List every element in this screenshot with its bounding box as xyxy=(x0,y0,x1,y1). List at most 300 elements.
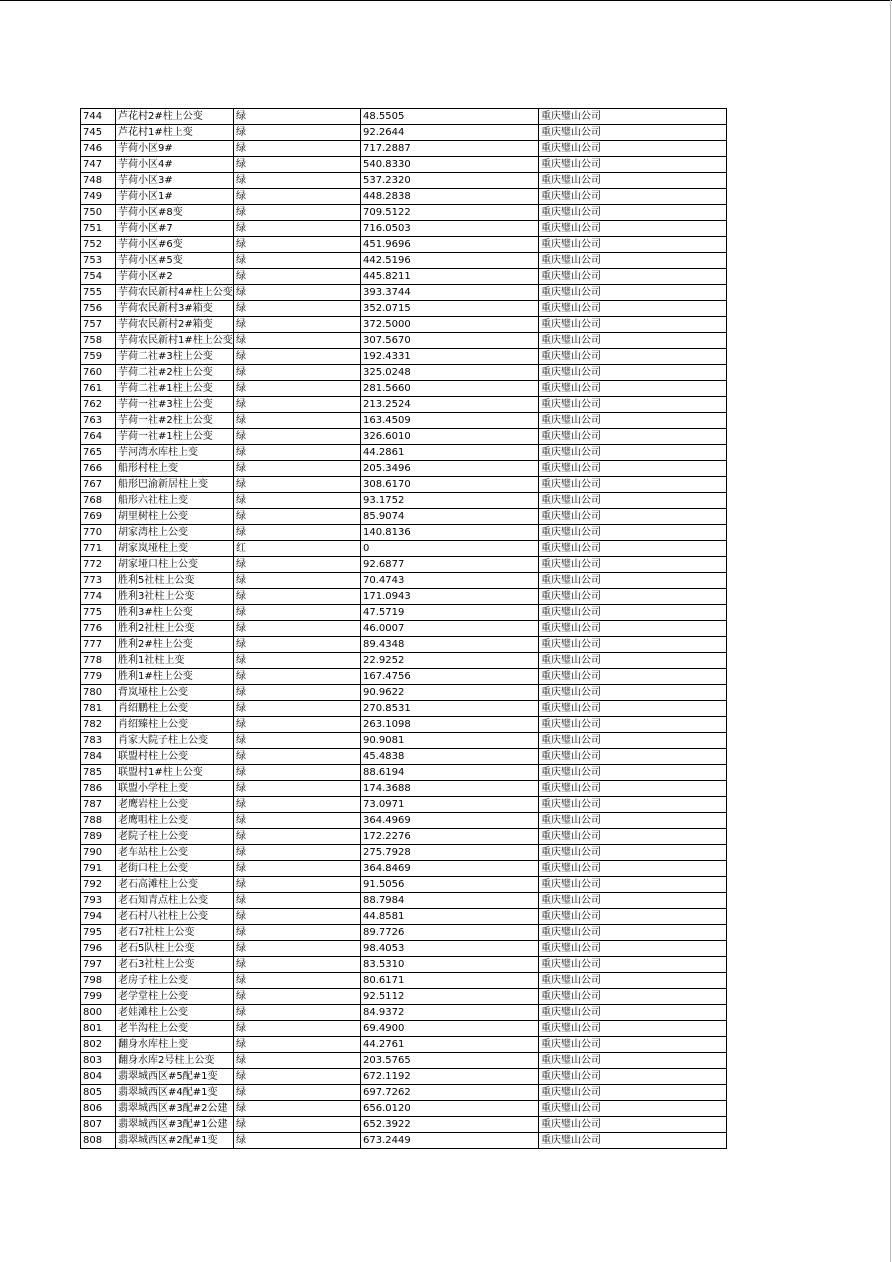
transformer-name-cell: 芋荷一社#1柱上公变 xyxy=(116,429,234,445)
transformer-name-cell: 船形村柱上变 xyxy=(116,461,234,477)
status-cell: 绿 xyxy=(234,829,361,845)
row-number-cell: 779 xyxy=(81,669,116,685)
transformer-name-cell: 胜利2#柱上公变 xyxy=(116,637,234,653)
company-cell: 重庆璧山公司 xyxy=(539,333,727,349)
company-cell: 重庆璧山公司 xyxy=(539,861,727,877)
company-cell: 重庆璧山公司 xyxy=(539,381,727,397)
transformer-name-cell: 老学堂柱上公变 xyxy=(116,989,234,1005)
table-row xyxy=(81,141,727,157)
status-cell: 绿 xyxy=(234,205,361,221)
row-number-cell: 797 xyxy=(81,957,116,973)
transformer-name-cell: 芋荷农民新村4#柱上公变 xyxy=(116,285,234,301)
transformer-name-cell: 芋荷一社#2柱上公变 xyxy=(116,413,234,429)
row-number-cell: 808 xyxy=(81,1133,116,1149)
company-cell: 重庆璧山公司 xyxy=(539,221,727,237)
company-cell: 重庆璧山公司 xyxy=(539,1069,727,1085)
value-cell: 46.0007 xyxy=(361,621,539,637)
value-cell: 192.4331 xyxy=(361,349,539,365)
status-cell: 绿 xyxy=(234,909,361,925)
table-row xyxy=(81,717,727,733)
row-number-cell: 786 xyxy=(81,781,116,797)
company-cell: 重庆璧山公司 xyxy=(539,989,727,1005)
value-cell: 364.8469 xyxy=(361,861,539,877)
company-cell: 重庆璧山公司 xyxy=(539,733,727,749)
row-number-cell: 783 xyxy=(81,733,116,749)
transformer-name-cell: 芋荷二社#1柱上公变 xyxy=(116,381,234,397)
value-cell: 263.1098 xyxy=(361,717,539,733)
table-row xyxy=(81,205,727,221)
status-cell: 绿 xyxy=(234,701,361,717)
table-row xyxy=(81,605,727,621)
company-cell: 重庆璧山公司 xyxy=(539,845,727,861)
status-cell: 绿 xyxy=(234,557,361,573)
value-cell: 442.5196 xyxy=(361,253,539,269)
transformer-name-cell: 老鹰岩柱上公变 xyxy=(116,797,234,813)
company-cell: 重庆璧山公司 xyxy=(539,413,727,429)
row-number-cell: 748 xyxy=(81,173,116,189)
row-number-cell: 747 xyxy=(81,157,116,173)
transformer-name-cell: 老石7社柱上公变 xyxy=(116,925,234,941)
table-row xyxy=(81,349,727,365)
table-row xyxy=(81,941,727,957)
value-cell: 80.6171 xyxy=(361,973,539,989)
status-cell: 绿 xyxy=(234,813,361,829)
transformer-name-cell: 老石高滩柱上公变 xyxy=(116,877,234,893)
row-number-cell: 764 xyxy=(81,429,116,445)
value-cell: 672.1192 xyxy=(361,1069,539,1085)
row-number-cell: 807 xyxy=(81,1117,116,1133)
row-number-cell: 772 xyxy=(81,557,116,573)
table-row xyxy=(81,1037,727,1053)
table-row xyxy=(81,381,727,397)
status-cell: 绿 xyxy=(234,893,361,909)
value-cell: 85.9074 xyxy=(361,509,539,525)
transformer-name-cell: 翡翠城西区#5配#1变 xyxy=(116,1069,234,1085)
transformer-name-cell: 胜利3社柱上公变 xyxy=(116,589,234,605)
status-cell: 绿 xyxy=(234,957,361,973)
transformer-name-cell: 翡翠城西区#2配#1变 xyxy=(116,1133,234,1149)
status-cell: 绿 xyxy=(234,429,361,445)
row-number-cell: 745 xyxy=(81,125,116,141)
company-cell: 重庆璧山公司 xyxy=(539,1021,727,1037)
status-cell: 绿 xyxy=(234,573,361,589)
table-row xyxy=(81,829,727,845)
table-row xyxy=(81,685,727,701)
value-cell: 448.2838 xyxy=(361,189,539,205)
status-cell: 绿 xyxy=(234,1117,361,1133)
status-cell: 绿 xyxy=(234,861,361,877)
page-top-border xyxy=(0,0,892,1)
table-row xyxy=(81,493,727,509)
transformer-name-cell: 芋荷小区#5变 xyxy=(116,253,234,269)
transformer-name-cell: 芋荷农民新村1#柱上公变 xyxy=(116,333,234,349)
transformer-name-cell: 芋荷二社#2柱上公变 xyxy=(116,365,234,381)
company-cell: 重庆璧山公司 xyxy=(539,109,727,125)
row-number-cell: 800 xyxy=(81,1005,116,1021)
table-row xyxy=(81,109,727,125)
table-row xyxy=(81,989,727,1005)
transformer-name-cell: 芋荷二社#3柱上公变 xyxy=(116,349,234,365)
table-row xyxy=(81,541,727,557)
row-number-cell: 789 xyxy=(81,829,116,845)
table-row xyxy=(81,621,727,637)
status-cell: 绿 xyxy=(234,845,361,861)
company-cell: 重庆璧山公司 xyxy=(539,941,727,957)
table-row xyxy=(81,413,727,429)
value-cell: 171.0943 xyxy=(361,589,539,605)
value-cell: 270.8531 xyxy=(361,701,539,717)
value-cell: 364.4969 xyxy=(361,813,539,829)
status-cell: 绿 xyxy=(234,1133,361,1149)
row-number-cell: 801 xyxy=(81,1021,116,1037)
company-cell: 重庆璧山公司 xyxy=(539,893,727,909)
row-number-cell: 770 xyxy=(81,525,116,541)
status-cell: 绿 xyxy=(234,445,361,461)
table-row xyxy=(81,285,727,301)
company-cell: 重庆璧山公司 xyxy=(539,957,727,973)
transformer-table xyxy=(80,108,727,1149)
value-cell: 92.6877 xyxy=(361,557,539,573)
value-cell: 69.4900 xyxy=(361,1021,539,1037)
row-number-cell: 763 xyxy=(81,413,116,429)
table-row xyxy=(81,701,727,717)
company-cell: 重庆璧山公司 xyxy=(539,317,727,333)
row-number-cell: 754 xyxy=(81,269,116,285)
table-row xyxy=(81,525,727,541)
company-cell: 重庆璧山公司 xyxy=(539,509,727,525)
transformer-name-cell: 联盟小学柱上变 xyxy=(116,781,234,797)
value-cell: 47.5719 xyxy=(361,605,539,621)
status-cell: 绿 xyxy=(234,493,361,509)
row-number-cell: 794 xyxy=(81,909,116,925)
status-cell: 绿 xyxy=(234,589,361,605)
company-cell: 重庆璧山公司 xyxy=(539,589,727,605)
transformer-name-cell: 胜利1社柱上变 xyxy=(116,653,234,669)
status-cell: 绿 xyxy=(234,477,361,493)
value-cell: 540.8330 xyxy=(361,157,539,173)
company-cell: 重庆璧山公司 xyxy=(539,173,727,189)
value-cell: 537.2320 xyxy=(361,173,539,189)
value-cell: 203.5765 xyxy=(361,1053,539,1069)
value-cell: 22.9252 xyxy=(361,653,539,669)
value-cell: 656.0120 xyxy=(361,1101,539,1117)
table-row xyxy=(81,1085,727,1101)
value-cell: 652.3922 xyxy=(361,1117,539,1133)
row-number-cell: 787 xyxy=(81,797,116,813)
transformer-name-cell: 胡里树柱上公变 xyxy=(116,509,234,525)
row-number-cell: 774 xyxy=(81,589,116,605)
row-number-cell: 795 xyxy=(81,925,116,941)
company-cell: 重庆璧山公司 xyxy=(539,669,727,685)
company-cell: 重庆璧山公司 xyxy=(539,1085,727,1101)
table-row xyxy=(81,589,727,605)
transformer-name-cell: 肖绍臻柱上公变 xyxy=(116,717,234,733)
value-cell: 205.3496 xyxy=(361,461,539,477)
table-row xyxy=(81,301,727,317)
status-cell: 绿 xyxy=(234,1101,361,1117)
row-number-cell: 796 xyxy=(81,941,116,957)
row-number-cell: 756 xyxy=(81,301,116,317)
value-cell: 709.5122 xyxy=(361,205,539,221)
transformer-name-cell: 老石3社柱上公变 xyxy=(116,957,234,973)
value-cell: 716.0503 xyxy=(361,221,539,237)
row-number-cell: 761 xyxy=(81,381,116,397)
row-number-cell: 792 xyxy=(81,877,116,893)
transformer-name-cell: 翡翠城西区#3配#1公建 xyxy=(116,1117,234,1133)
status-cell: 绿 xyxy=(234,941,361,957)
table-row xyxy=(81,749,727,765)
table-row xyxy=(81,397,727,413)
value-cell: 372.5000 xyxy=(361,317,539,333)
value-cell: 92.5112 xyxy=(361,989,539,1005)
company-cell: 重庆璧山公司 xyxy=(539,1005,727,1021)
row-number-cell: 752 xyxy=(81,237,116,253)
transformer-name-cell: 船形巴渝新居柱上变 xyxy=(116,477,234,493)
row-number-cell: 788 xyxy=(81,813,116,829)
company-cell: 重庆璧山公司 xyxy=(539,717,727,733)
row-number-cell: 791 xyxy=(81,861,116,877)
company-cell: 重庆璧山公司 xyxy=(539,141,727,157)
row-number-cell: 780 xyxy=(81,685,116,701)
company-cell: 重庆璧山公司 xyxy=(539,1037,727,1053)
transformer-name-cell: 胡家湾柱上公变 xyxy=(116,525,234,541)
table-row xyxy=(81,333,727,349)
table-row xyxy=(81,1117,727,1133)
transformer-name-cell: 翻身水库柱上变 xyxy=(116,1037,234,1053)
table-row xyxy=(81,157,727,173)
company-cell: 重庆璧山公司 xyxy=(539,301,727,317)
value-cell: 167.4756 xyxy=(361,669,539,685)
status-cell: 绿 xyxy=(234,653,361,669)
value-cell: 92.2644 xyxy=(361,125,539,141)
row-number-cell: 749 xyxy=(81,189,116,205)
transformer-name-cell: 背岚垭柱上公变 xyxy=(116,685,234,701)
value-cell: 70.4743 xyxy=(361,573,539,589)
transformer-name-cell: 老娃滩柱上公变 xyxy=(116,1005,234,1021)
table-row xyxy=(81,861,727,877)
status-cell: 绿 xyxy=(234,285,361,301)
company-cell: 重庆璧山公司 xyxy=(539,237,727,253)
company-cell: 重庆璧山公司 xyxy=(539,749,727,765)
company-cell: 重庆璧山公司 xyxy=(539,477,727,493)
status-cell: 绿 xyxy=(234,637,361,653)
row-number-cell: 750 xyxy=(81,205,116,221)
value-cell: 352.0715 xyxy=(361,301,539,317)
company-cell: 重庆璧山公司 xyxy=(539,1133,727,1149)
row-number-cell: 798 xyxy=(81,973,116,989)
status-cell: 绿 xyxy=(234,125,361,141)
company-cell: 重庆璧山公司 xyxy=(539,445,727,461)
company-cell: 重庆璧山公司 xyxy=(539,621,727,637)
value-cell: 172.2276 xyxy=(361,829,539,845)
transformer-name-cell: 芦花村1#柱上变 xyxy=(116,125,234,141)
company-cell: 重庆璧山公司 xyxy=(539,1101,727,1117)
company-cell: 重庆璧山公司 xyxy=(539,541,727,557)
company-cell: 重庆璧山公司 xyxy=(539,701,727,717)
row-number-cell: 776 xyxy=(81,621,116,637)
status-cell: 绿 xyxy=(234,1069,361,1085)
table-row xyxy=(81,189,727,205)
value-cell: 83.5310 xyxy=(361,957,539,973)
value-cell: 91.5056 xyxy=(361,877,539,893)
status-cell: 绿 xyxy=(234,925,361,941)
company-cell: 重庆璧山公司 xyxy=(539,605,727,621)
row-number-cell: 782 xyxy=(81,717,116,733)
status-cell: 绿 xyxy=(234,173,361,189)
table-row xyxy=(81,765,727,781)
status-cell: 绿 xyxy=(234,781,361,797)
row-number-cell: 757 xyxy=(81,317,116,333)
company-cell: 重庆璧山公司 xyxy=(539,973,727,989)
status-cell: 绿 xyxy=(234,509,361,525)
row-number-cell: 751 xyxy=(81,221,116,237)
table-row xyxy=(81,733,727,749)
company-cell: 重庆璧山公司 xyxy=(539,1053,727,1069)
company-cell: 重庆璧山公司 xyxy=(539,829,727,845)
transformer-name-cell: 老石知青点柱上公变 xyxy=(116,893,234,909)
row-number-cell: 746 xyxy=(81,141,116,157)
row-number-cell: 802 xyxy=(81,1037,116,1053)
transformer-name-cell: 老院子柱上公变 xyxy=(116,829,234,845)
table-row xyxy=(81,669,727,685)
row-number-cell: 758 xyxy=(81,333,116,349)
status-cell: 绿 xyxy=(234,349,361,365)
company-cell: 重庆璧山公司 xyxy=(539,493,727,509)
transformer-name-cell: 肖家大院子柱上公变 xyxy=(116,733,234,749)
transformer-name-cell: 老鹰咀柱上公变 xyxy=(116,813,234,829)
value-cell: 48.5505 xyxy=(361,109,539,125)
value-cell: 307.5670 xyxy=(361,333,539,349)
status-cell: 绿 xyxy=(234,717,361,733)
company-cell: 重庆璧山公司 xyxy=(539,125,727,141)
company-cell: 重庆璧山公司 xyxy=(539,1117,727,1133)
table-row xyxy=(81,221,727,237)
row-number-cell: 777 xyxy=(81,637,116,653)
row-number-cell: 769 xyxy=(81,509,116,525)
row-number-cell: 765 xyxy=(81,445,116,461)
value-cell: 451.9696 xyxy=(361,237,539,253)
table-row xyxy=(81,1069,727,1085)
value-cell: 140.8136 xyxy=(361,525,539,541)
status-cell: 绿 xyxy=(234,669,361,685)
table-row xyxy=(81,1053,727,1069)
row-number-cell: 775 xyxy=(81,605,116,621)
table-row xyxy=(81,429,727,445)
transformer-name-cell: 老半沟柱上公变 xyxy=(116,1021,234,1037)
table-row xyxy=(81,317,727,333)
value-cell: 90.9081 xyxy=(361,733,539,749)
value-cell: 308.6170 xyxy=(361,477,539,493)
status-cell: 绿 xyxy=(234,1085,361,1101)
row-number-cell: 762 xyxy=(81,397,116,413)
status-cell: 绿 xyxy=(234,109,361,125)
table-row xyxy=(81,973,727,989)
table-row xyxy=(81,445,727,461)
company-cell: 重庆璧山公司 xyxy=(539,925,727,941)
status-cell: 绿 xyxy=(234,189,361,205)
row-number-cell: 753 xyxy=(81,253,116,269)
status-cell: 绿 xyxy=(234,1005,361,1021)
row-number-cell: 781 xyxy=(81,701,116,717)
status-cell: 绿 xyxy=(234,621,361,637)
company-cell: 重庆璧山公司 xyxy=(539,397,727,413)
table-row xyxy=(81,1101,727,1117)
transformer-name-cell: 胜利1#柱上公变 xyxy=(116,669,234,685)
value-cell: 275.7928 xyxy=(361,845,539,861)
value-cell: 88.7984 xyxy=(361,893,539,909)
value-cell: 174.3688 xyxy=(361,781,539,797)
company-cell: 重庆璧山公司 xyxy=(539,205,727,221)
status-cell: 绿 xyxy=(234,141,361,157)
table-row xyxy=(81,1133,727,1149)
value-cell: 84.9372 xyxy=(361,1005,539,1021)
row-number-cell: 760 xyxy=(81,365,116,381)
value-cell: 393.3744 xyxy=(361,285,539,301)
status-cell: 绿 xyxy=(234,397,361,413)
value-cell: 88.6194 xyxy=(361,765,539,781)
transformer-name-cell: 芋河湾水库柱上变 xyxy=(116,445,234,461)
transformer-name-cell: 胡家垭口柱上公变 xyxy=(116,557,234,573)
transformer-name-cell: 芋荷小区#6变 xyxy=(116,237,234,253)
table-row xyxy=(81,237,727,253)
status-cell: 绿 xyxy=(234,765,361,781)
company-cell: 重庆璧山公司 xyxy=(539,813,727,829)
value-cell: 44.2861 xyxy=(361,445,539,461)
row-number-cell: 771 xyxy=(81,541,116,557)
value-cell: 98.4053 xyxy=(361,941,539,957)
status-cell: 绿 xyxy=(234,1021,361,1037)
status-cell: 绿 xyxy=(234,797,361,813)
table-row xyxy=(81,1021,727,1037)
row-number-cell: 804 xyxy=(81,1069,116,1085)
table-row xyxy=(81,509,727,525)
status-cell: 绿 xyxy=(234,157,361,173)
table-row xyxy=(81,877,727,893)
status-cell: 绿 xyxy=(234,685,361,701)
value-cell: 163.4509 xyxy=(361,413,539,429)
transformer-name-cell: 芋荷小区4# xyxy=(116,157,234,173)
row-number-cell: 766 xyxy=(81,461,116,477)
table-body xyxy=(81,109,727,1149)
transformer-name-cell: 肖绍鹏柱上公变 xyxy=(116,701,234,717)
transformer-name-cell: 翻身水库2号柱上公变 xyxy=(116,1053,234,1069)
table-row xyxy=(81,573,727,589)
transformer-name-cell: 老石5队柱上公变 xyxy=(116,941,234,957)
page-right-edge xyxy=(890,0,891,1262)
value-cell: 326.6010 xyxy=(361,429,539,445)
table-row xyxy=(81,845,727,861)
status-cell: 绿 xyxy=(234,269,361,285)
value-cell: 281.5660 xyxy=(361,381,539,397)
status-cell: 绿 xyxy=(234,301,361,317)
value-cell: 93.1752 xyxy=(361,493,539,509)
company-cell: 重庆璧山公司 xyxy=(539,573,727,589)
table-row xyxy=(81,253,727,269)
table-row xyxy=(81,813,727,829)
status-cell: 绿 xyxy=(234,877,361,893)
company-cell: 重庆璧山公司 xyxy=(539,797,727,813)
value-cell: 445.8211 xyxy=(361,269,539,285)
status-cell: 绿 xyxy=(234,237,361,253)
transformer-name-cell: 芋荷小区9# xyxy=(116,141,234,157)
table-row xyxy=(81,477,727,493)
value-cell: 673.2449 xyxy=(361,1133,539,1149)
row-number-cell: 767 xyxy=(81,477,116,493)
company-cell: 重庆璧山公司 xyxy=(539,269,727,285)
transformer-name-cell: 翡翠城西区#3配#2公建 xyxy=(116,1101,234,1117)
row-number-cell: 793 xyxy=(81,893,116,909)
table-row xyxy=(81,125,727,141)
